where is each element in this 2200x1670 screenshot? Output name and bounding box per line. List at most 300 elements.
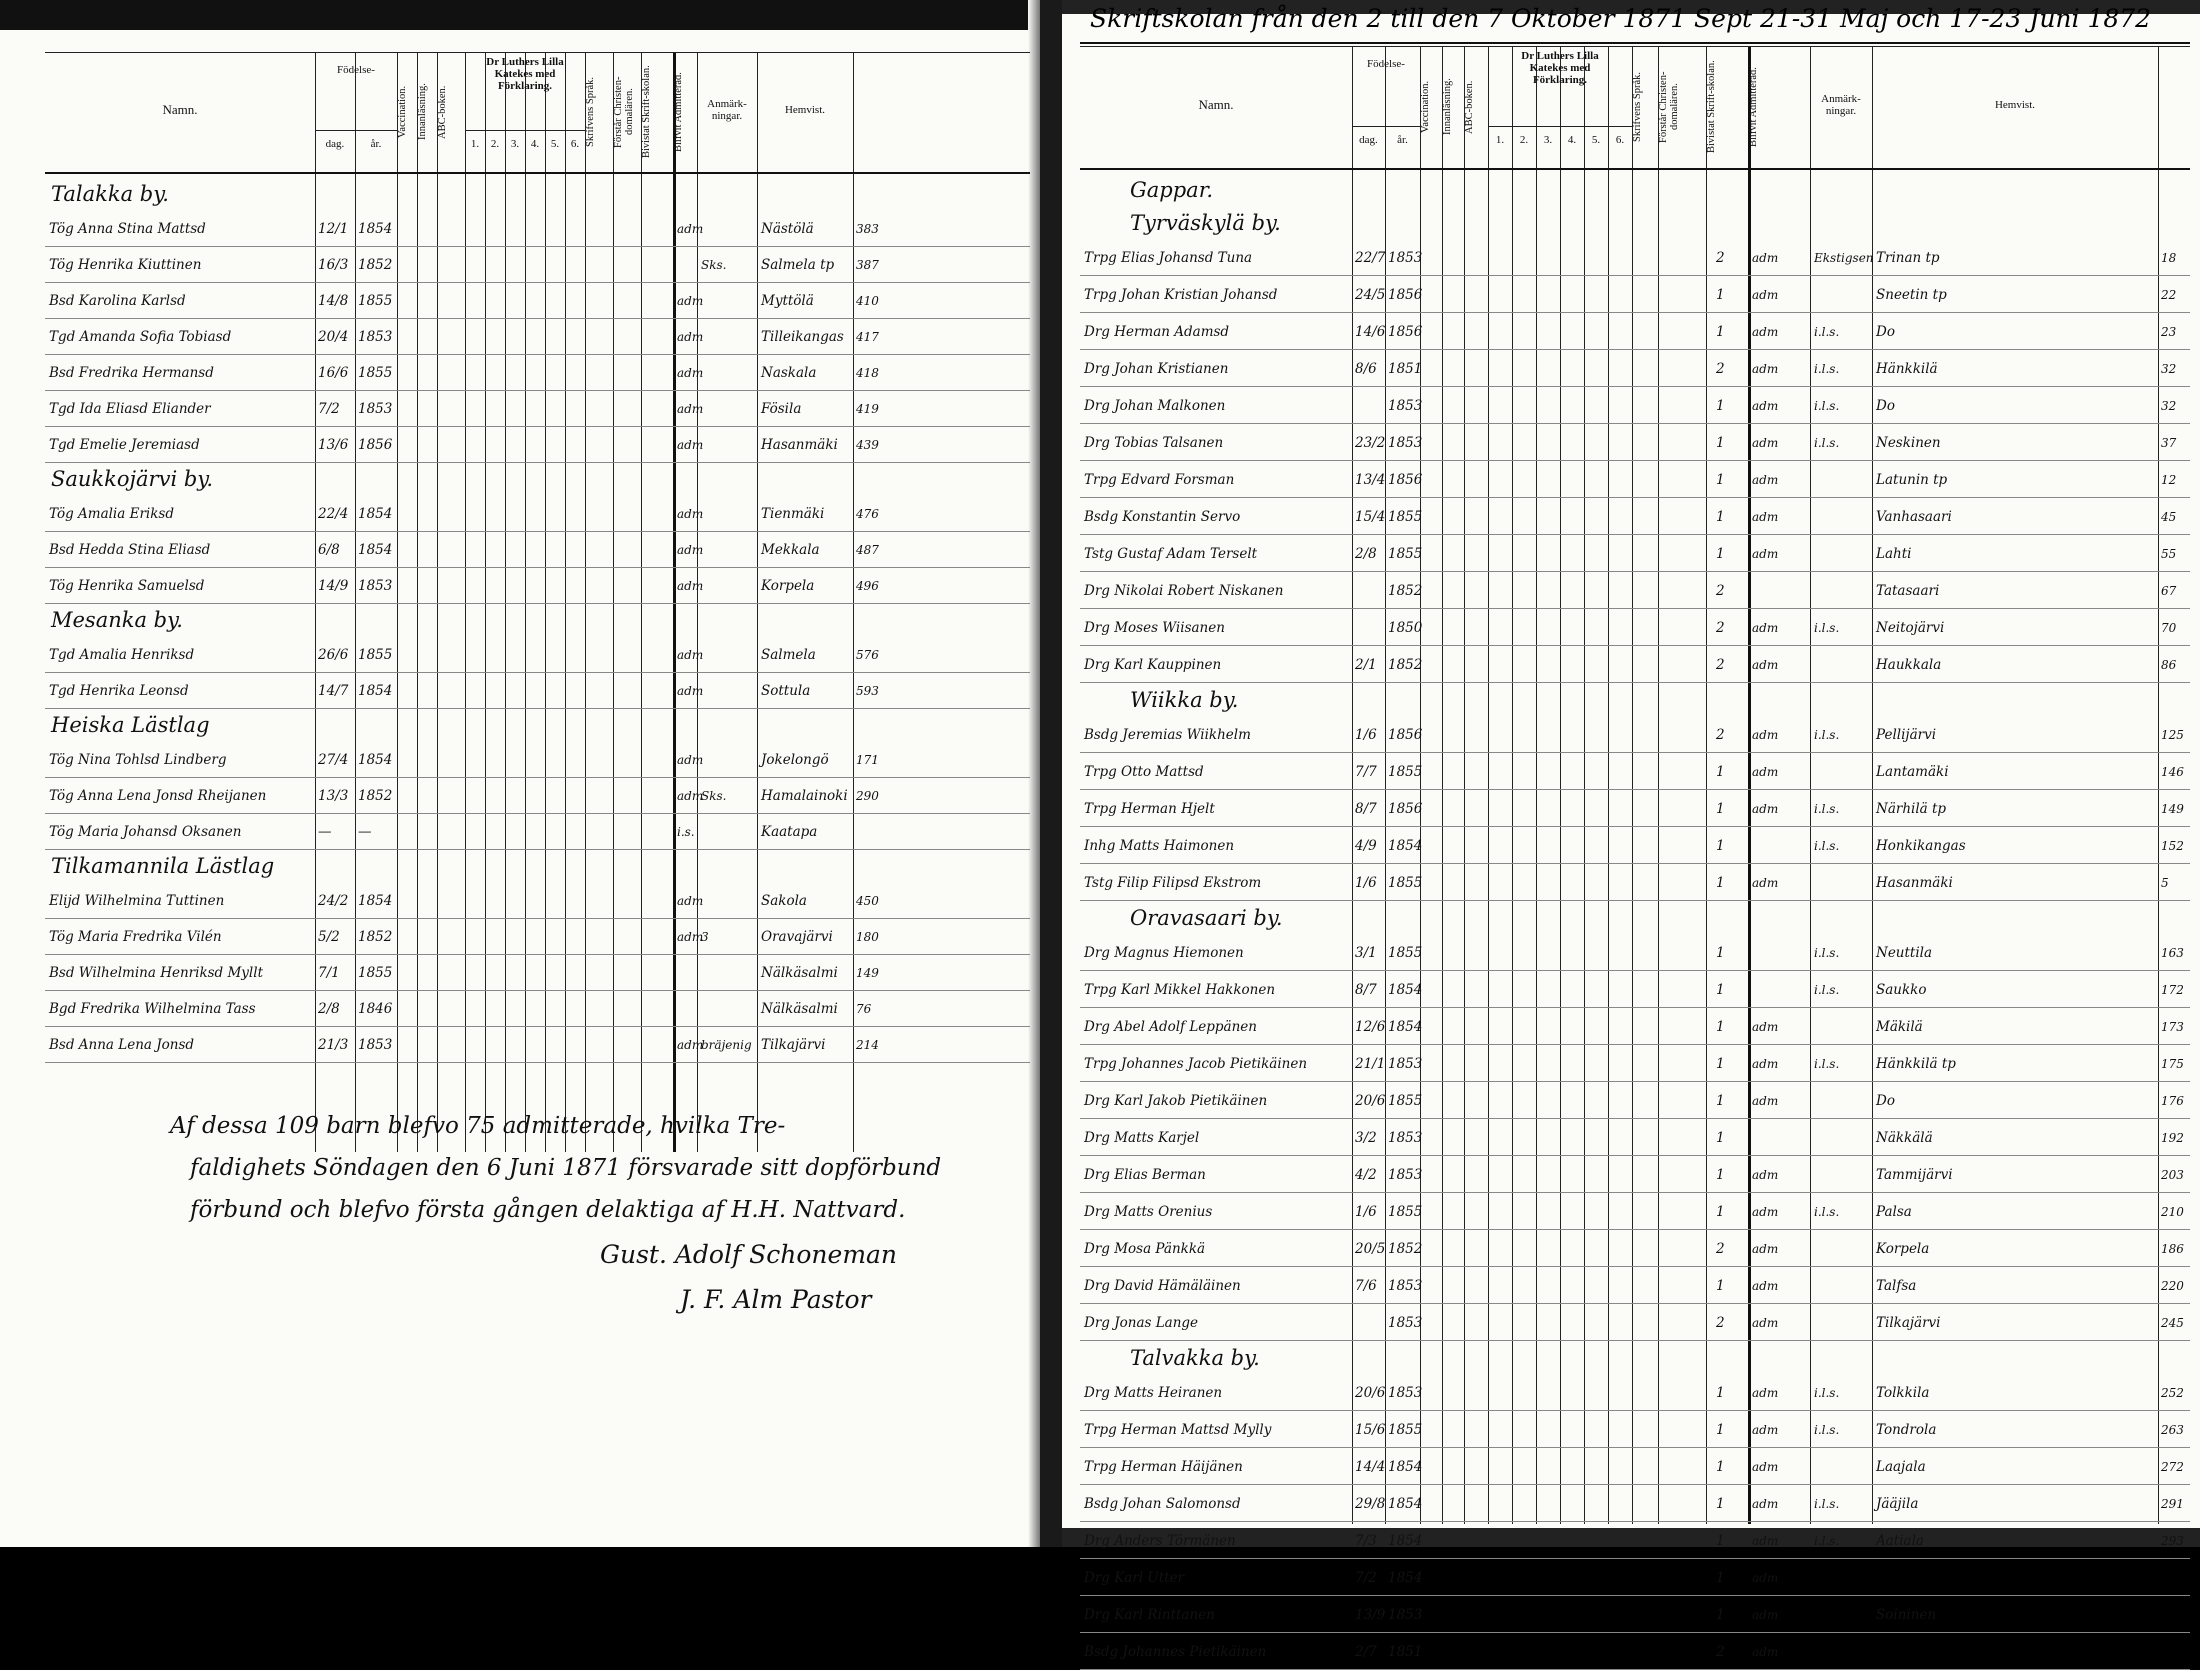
- header-vertical: ABC-boken.: [437, 85, 448, 139]
- home-place: Neitojärvi: [1876, 620, 1945, 636]
- birth-year: 1855: [1388, 1093, 1423, 1109]
- admitted-mark: adm: [677, 366, 704, 380]
- village-name: Tilkamannila Lästlag: [51, 854, 275, 878]
- header-luther-part: 3.: [1543, 134, 1553, 146]
- birth-year: 1852: [358, 929, 393, 945]
- header-luther-part: 1.: [470, 138, 480, 150]
- attended-count: 2: [1716, 620, 1725, 636]
- header-luther-part: 5.: [1591, 134, 1601, 146]
- birth-year: 1853: [1388, 1056, 1423, 1072]
- header-vertical: Blifvit Admitterad.: [673, 72, 684, 152]
- home-place: Trinan tp: [1876, 250, 1940, 266]
- admitted-mark: adm: [677, 543, 704, 557]
- birth-day: 23/2: [1355, 435, 1386, 451]
- register-row: [1080, 972, 2190, 1008]
- header-luther: Katekes med: [494, 68, 556, 80]
- birth-day: 8/7: [1355, 982, 1377, 998]
- house-number: 70: [2161, 621, 2177, 635]
- attended-count: 2: [1716, 1315, 1725, 1331]
- admitted-mark: adm: [1752, 547, 1779, 561]
- admitted-mark: adm: [677, 579, 704, 593]
- admitted-mark: adm: [677, 330, 704, 344]
- birth-day: 21/1: [1355, 1056, 1386, 1072]
- house-number: 496: [856, 579, 879, 593]
- birth-year: 1853: [1388, 435, 1423, 451]
- birth-day: 7/6: [1355, 1278, 1377, 1294]
- house-number: 192: [2161, 1131, 2184, 1145]
- birth-year: 1853: [358, 1037, 393, 1053]
- home-place: Haukkala: [1876, 657, 1942, 673]
- register-row: [1080, 1305, 2190, 1341]
- village-name: Gappar.: [1130, 178, 1214, 202]
- person-name: Drg Anders Törmänen: [1084, 1533, 1236, 1549]
- admitted-mark: adm: [1752, 1057, 1779, 1071]
- person-name: Tgd Emelie Jeremiasd: [49, 437, 200, 453]
- remark: i.l.s.: [1814, 325, 1840, 339]
- house-number: 263: [2161, 1423, 2184, 1437]
- birth-year: 1854: [1388, 838, 1423, 854]
- house-number: 290: [856, 789, 879, 803]
- birth-year: 1853: [358, 578, 393, 594]
- attended-count: 1: [1716, 1278, 1725, 1294]
- admitted-mark: adm: [1752, 1423, 1779, 1437]
- birth-day: 20/6: [1355, 1385, 1386, 1401]
- register-row: [1080, 1120, 2190, 1156]
- person-name: Tgd Amalia Henriksd: [49, 647, 195, 663]
- house-number: 214: [856, 1038, 879, 1052]
- house-number: 171: [856, 753, 879, 767]
- register-row: [1080, 1231, 2190, 1267]
- admitted-mark: adm: [1752, 1242, 1779, 1256]
- birth-year: 1854: [1388, 1019, 1423, 1035]
- person-name: Trpg Johannes Jacob Pietikäinen: [1084, 1056, 1308, 1072]
- house-number: 439: [856, 438, 879, 452]
- remark: i.l.s.: [1814, 802, 1840, 816]
- person-name: Drg Karl Kauppinen: [1084, 657, 1222, 673]
- birth-year: 1852: [1388, 583, 1423, 599]
- register-row: [45, 568, 1030, 604]
- register-row: [45, 778, 1030, 814]
- village-name: Talakka by.: [51, 182, 169, 206]
- house-number: 55: [2161, 547, 2177, 561]
- admitted-mark: adm: [1752, 436, 1779, 450]
- register-row: [1080, 717, 2190, 753]
- remark: i.l.s.: [1814, 621, 1840, 635]
- admitted-mark: adm: [1752, 1571, 1779, 1585]
- village-name: Wiikka by.: [1130, 688, 1239, 712]
- register-row: [45, 391, 1030, 427]
- birth-year: 1856: [1388, 287, 1423, 303]
- birth-day: 20/4: [318, 329, 349, 345]
- birth-year: 1852: [1388, 657, 1423, 673]
- header-ar: år.: [1397, 134, 1408, 146]
- house-number: 383: [856, 222, 879, 236]
- home-place: Myttölä: [761, 293, 814, 309]
- person-name: Drg Magnus Hiemonen: [1084, 945, 1244, 961]
- attended-count: 1: [1716, 472, 1725, 488]
- home-place: Latunin tp: [1876, 472, 1948, 488]
- header-rule-sub: [315, 130, 397, 131]
- register-row: [1080, 573, 2190, 609]
- row-rule: [1080, 275, 2190, 276]
- home-place: Fösila: [761, 401, 802, 417]
- person-name: Bsd Karolina Karlsd: [49, 293, 186, 309]
- house-number: 293: [2161, 1534, 2184, 1548]
- home-place: Hänkkilä: [1876, 361, 1938, 377]
- admitted-mark: adm: [1752, 1386, 1779, 1400]
- row-rule: [1080, 1266, 2190, 1267]
- row-rule: [1080, 460, 2190, 461]
- person-name: Drg Karl Rinttanen: [1084, 1607, 1215, 1623]
- remark: i.l.s.: [1814, 1423, 1840, 1437]
- birth-year: 1853: [1388, 250, 1423, 266]
- header-luther-part: 4.: [530, 138, 540, 150]
- register-row: [1080, 1486, 2190, 1522]
- admitted-mark: adm: [1752, 802, 1779, 816]
- admitted-mark: adm: [1752, 325, 1779, 339]
- birth-day: 4/2: [1355, 1167, 1377, 1183]
- header-vertical: ABC-boken.: [1464, 80, 1475, 134]
- person-name: Drg Matts Heiranen: [1084, 1385, 1223, 1401]
- birth-year: 1852: [1388, 1241, 1423, 1257]
- birth-year: —: [358, 824, 372, 840]
- birth-year: 1855: [1388, 945, 1423, 961]
- birth-year: 1856: [358, 437, 393, 453]
- home-place: Honkikangas: [1876, 838, 1966, 854]
- person-name: Trpg Elias Johansd Tuna: [1084, 250, 1253, 266]
- register-row: [1080, 462, 2190, 498]
- house-number: 173: [2161, 1020, 2184, 1034]
- attended-count: 1: [1716, 1093, 1725, 1109]
- row-rule: [1080, 826, 2190, 827]
- remark: i.l.s.: [1814, 399, 1840, 413]
- person-name: Tög Maria Johansd Oksanen: [49, 824, 242, 840]
- register-row: [1080, 499, 2190, 535]
- register-row: [1080, 277, 2190, 313]
- birth-year: 1854: [358, 542, 393, 558]
- village-name: Oravasaari by.: [1130, 906, 1283, 930]
- header-vertical: Förstår Christen-domalären.: [613, 76, 635, 148]
- home-place: Soininen: [1876, 1607, 1937, 1623]
- house-number: 220: [2161, 1279, 2184, 1293]
- attended-count: 1: [1716, 1496, 1725, 1512]
- row-rule: [1080, 1484, 2190, 1485]
- birth-day: 13/4: [1355, 472, 1386, 488]
- person-name: Drg Moses Wiisanen: [1084, 620, 1225, 636]
- admitted-mark: i.s.: [677, 825, 695, 839]
- home-place: Jääjila: [1876, 1496, 1919, 1512]
- birth-day: 3/1: [1355, 945, 1377, 961]
- home-place: Tilkajärvi: [761, 1037, 826, 1053]
- right-register: [1080, 46, 2190, 1660]
- birth-year: 1855: [358, 965, 393, 981]
- home-place: Tondrola: [1876, 1422, 1937, 1438]
- home-place: Neuttila: [1876, 945, 1933, 961]
- register-row: [1080, 536, 2190, 572]
- birth-year: 1854: [358, 506, 393, 522]
- attended-count: 2: [1716, 1644, 1725, 1660]
- header-vertical: Innanläsning.: [1442, 78, 1453, 136]
- person-name: Tgd Henrika Leonsd: [49, 683, 189, 699]
- register-row: [1080, 935, 2190, 971]
- header-rule-sub: [1488, 126, 1632, 127]
- admitted-mark: adm: [677, 930, 704, 944]
- home-place: Sottula: [761, 683, 811, 699]
- header-vertical: Innanläsning.: [417, 83, 428, 141]
- person-name: Tgd Amanda Sofia Tobiasd: [49, 329, 232, 345]
- remark: i.l.s.: [1814, 1205, 1840, 1219]
- birth-day: 22/7: [1355, 250, 1386, 266]
- header-vertical: Skrifvens Språk.: [1632, 72, 1643, 142]
- person-name: Bsd Anna Lena Jonsd: [49, 1037, 195, 1053]
- birth-year: 1853: [358, 329, 393, 345]
- header-luther-part: 6.: [1615, 134, 1625, 146]
- village-name: Saukkojärvi by.: [51, 467, 214, 491]
- birth-year: 1853: [1388, 398, 1423, 414]
- person-name: Trpg Herman Hjelt: [1084, 801, 1215, 817]
- house-number: 22: [2161, 288, 2177, 302]
- register-row: [1080, 1268, 2190, 1304]
- birth-day: 3/2: [1355, 1130, 1377, 1146]
- register-row: [1080, 1449, 2190, 1485]
- person-name: Drg Jonas Lange: [1084, 1315, 1199, 1331]
- house-number: 180: [856, 930, 879, 944]
- scan-edge-top: [0, 0, 1040, 30]
- birth-day: 13/9: [1355, 1607, 1386, 1623]
- birth-year: 1851: [1388, 1644, 1423, 1660]
- person-name: Bsdg Jeremias Wiikhelm: [1084, 727, 1251, 743]
- birth-day: 20/6: [1355, 1093, 1386, 1109]
- register-row: [45, 637, 1030, 673]
- house-number: 125: [2161, 728, 2184, 742]
- person-name: Tög Anna Stina Mattsd: [49, 221, 206, 237]
- person-name: Trpg Karl Mikkel Hakkonen: [1084, 982, 1276, 998]
- row-rule: [1080, 534, 2190, 535]
- admitted-mark: adm: [1752, 399, 1779, 413]
- row-rule: [1080, 1192, 2190, 1193]
- person-name: Trpg Herman Häijänen: [1084, 1459, 1243, 1475]
- person-name: Drg Karl Jakob Pietikäinen: [1084, 1093, 1268, 1109]
- home-place: Salmela: [761, 647, 816, 663]
- header-dag: dag.: [325, 138, 345, 150]
- house-number: 576: [856, 648, 879, 662]
- birth-year: 1855: [1388, 1422, 1423, 1438]
- header-hemvist: Hemvist.: [1994, 99, 2036, 111]
- remark: i.l.s.: [1814, 983, 1840, 997]
- row-rule: [1080, 1447, 2190, 1448]
- header-fodelse: Födelse-: [337, 64, 375, 76]
- admitted-mark: adm: [677, 648, 704, 662]
- person-name: Drg Elias Berman: [1084, 1167, 1206, 1183]
- village-name: Heiska Lästlag: [51, 713, 210, 737]
- birth-year: 1854: [1388, 1496, 1423, 1512]
- attended-count: 1: [1716, 982, 1725, 998]
- title-underline: [1080, 42, 2190, 44]
- birth-day: 2/8: [318, 1001, 340, 1017]
- attended-count: 1: [1716, 1385, 1725, 1401]
- village-heading: [1080, 174, 2190, 210]
- header-vertical: Skrifvens Språk.: [585, 77, 596, 147]
- person-name: Drg Johan Kristianen: [1084, 361, 1229, 377]
- header-luther-part: 4.: [1567, 134, 1577, 146]
- admitted-mark: adm: [1752, 251, 1779, 265]
- home-place: Sneetin tp: [1876, 287, 1947, 303]
- birth-year: 1853: [1388, 1167, 1423, 1183]
- header-anmarkningar: Anmärk-ningar.: [1821, 93, 1861, 117]
- person-name: Tög Amalia Eriksd: [49, 506, 174, 522]
- village-heading: [45, 178, 1030, 214]
- house-number: 146: [2161, 765, 2184, 779]
- header-hemvist: Hemvist.: [784, 104, 826, 116]
- birth-day: 15/6: [1355, 1422, 1386, 1438]
- birth-year: 1854: [1388, 1570, 1423, 1586]
- person-name: Drg Tobias Talsanen: [1084, 435, 1224, 451]
- register-row: [45, 532, 1030, 568]
- admitted-mark: adm: [677, 438, 704, 452]
- admitted-mark: adm: [1752, 1608, 1779, 1622]
- birth-day: —: [318, 824, 332, 840]
- admitted-mark: adm: [1752, 621, 1779, 635]
- birth-day: 14/6: [1355, 324, 1386, 340]
- birth-year: 1855: [358, 293, 393, 309]
- register-row: [45, 211, 1030, 247]
- home-place: Aatiala: [1876, 1533, 1924, 1549]
- birth-year: 1856: [1388, 472, 1423, 488]
- birth-year: 1854: [1388, 1459, 1423, 1475]
- admitted-mark: adm: [1752, 1497, 1779, 1511]
- home-place: Tienmäki: [761, 506, 825, 522]
- home-place: Hasanmäki: [1876, 875, 1953, 891]
- house-number: 252: [2161, 1386, 2184, 1400]
- header-luther-part: 2.: [490, 138, 500, 150]
- home-place: Korpela: [761, 578, 815, 594]
- birth-year: 1856: [1388, 727, 1423, 743]
- attended-count: 1: [1716, 398, 1725, 414]
- person-name: Elijd Wilhelmina Tuttinen: [49, 893, 225, 909]
- village-heading: [1080, 684, 2190, 720]
- birth-day: 12/1: [318, 221, 349, 237]
- home-place: Hänkkilä tp: [1876, 1056, 1956, 1072]
- header-vertical: Bivistat Skrift-skolan.: [641, 65, 652, 159]
- home-place: Nälkäsalmi: [761, 1001, 838, 1017]
- home-place: Naskala: [761, 365, 817, 381]
- header-rule-sub: [465, 130, 585, 131]
- register-row: [1080, 1083, 2190, 1119]
- birth-day: 22/4: [318, 506, 349, 522]
- birth-day: 13/6: [318, 437, 349, 453]
- house-number: 410: [856, 294, 879, 308]
- header-rule-bottom: [1080, 168, 2190, 170]
- row-rule: [1080, 497, 2190, 498]
- header-luther: Dr Luthers Lilla: [1521, 50, 1599, 62]
- birth-day: 14/4: [1355, 1459, 1386, 1475]
- closing-note-line: förbund och blefvo första gången delaktiga af H.H. Nattvard.: [190, 1197, 906, 1223]
- register-row: [1080, 865, 2190, 901]
- home-place: Pellijärvi: [1876, 727, 1937, 743]
- birth-year: 1854: [358, 221, 393, 237]
- birth-day: 13/3: [318, 788, 349, 804]
- house-number: 45: [2161, 510, 2177, 524]
- admitted-mark: adm: [1752, 1020, 1779, 1034]
- house-number: 419: [856, 402, 879, 416]
- birth-day: 8/7: [1355, 801, 1377, 817]
- birth-day: 27/4: [318, 752, 349, 768]
- birth-year: 1854: [358, 752, 393, 768]
- register-row: [1080, 314, 2190, 350]
- birth-day: 7/1: [318, 965, 340, 981]
- register-row: [45, 247, 1030, 283]
- admitted-mark: adm: [1752, 510, 1779, 524]
- row-rule: [1080, 1155, 2190, 1156]
- row-rule: [1080, 1229, 2190, 1230]
- person-name: Tög Maria Fredrika Vilén: [49, 929, 222, 945]
- attended-count: 1: [1716, 1459, 1725, 1475]
- header-luther: Dr Luthers Lilla: [486, 56, 564, 68]
- birth-year: 1855: [358, 647, 393, 663]
- admitted-mark: adm: [677, 753, 704, 767]
- house-number: 176: [2161, 1094, 2184, 1108]
- remark: i.l.s.: [1814, 728, 1840, 742]
- attended-count: 1: [1716, 509, 1725, 525]
- header-rule-top: [1080, 46, 2190, 47]
- house-number: 23: [2161, 325, 2177, 339]
- village-heading: [1080, 1342, 2190, 1378]
- header-luther-part: 2.: [1519, 134, 1529, 146]
- person-name: Bgd Fredrika Wilhelmina Tass: [49, 1001, 256, 1017]
- row-rule: [1080, 645, 2190, 646]
- home-place: Palsa: [1876, 1204, 1912, 1220]
- attended-count: 1: [1716, 1570, 1725, 1586]
- birth-year: 1853: [1388, 1130, 1423, 1146]
- row-rule: [45, 1062, 1030, 1063]
- admitted-mark: adm: [1752, 1316, 1779, 1330]
- header-rule-sub: [1352, 126, 1420, 127]
- home-place: Lahti: [1876, 546, 1912, 562]
- person-name: Drg Herman Adamsd: [1084, 324, 1230, 340]
- house-number: 37: [2161, 436, 2177, 450]
- header-ar: år.: [370, 138, 382, 150]
- header-vertical: Vaccination.: [397, 85, 408, 139]
- house-number: 18: [2161, 251, 2177, 265]
- person-name: Tög Henrika Samuelsd: [49, 578, 205, 594]
- attended-count: 1: [1716, 838, 1725, 854]
- attended-count: 1: [1716, 1056, 1725, 1072]
- row-rule: [1080, 1595, 2190, 1596]
- header-namn: Namn.: [1198, 97, 1234, 112]
- person-name: Drg Mosa Pänkkä: [1084, 1241, 1206, 1257]
- person-name: Trpg Johan Kristian Johansd: [1084, 287, 1278, 303]
- village-name: Mesanka by.: [51, 608, 183, 632]
- header-vertical: Förstår Christen-domalären.: [1658, 71, 1680, 143]
- register-row: [1080, 388, 2190, 424]
- remark: i.l.s.: [1814, 946, 1840, 960]
- row-rule: [1080, 571, 2190, 572]
- register-row: [1080, 1194, 2190, 1230]
- register-row: [1080, 1375, 2190, 1411]
- row-rule: [1080, 1118, 2190, 1119]
- header-fodelse: Födelse-: [1367, 58, 1405, 70]
- header-luther-part: 5.: [550, 138, 560, 150]
- attended-count: 1: [1716, 945, 1725, 961]
- birth-day: 6/8: [318, 542, 340, 558]
- birth-day: 2/8: [1355, 546, 1377, 562]
- row-rule: [1080, 1044, 2190, 1045]
- birth-year: 1853: [1388, 1607, 1423, 1623]
- register-row: [1080, 754, 2190, 790]
- register-row: [45, 919, 1030, 955]
- row-rule: [1080, 900, 2190, 901]
- header-namn: Namn.: [162, 102, 198, 117]
